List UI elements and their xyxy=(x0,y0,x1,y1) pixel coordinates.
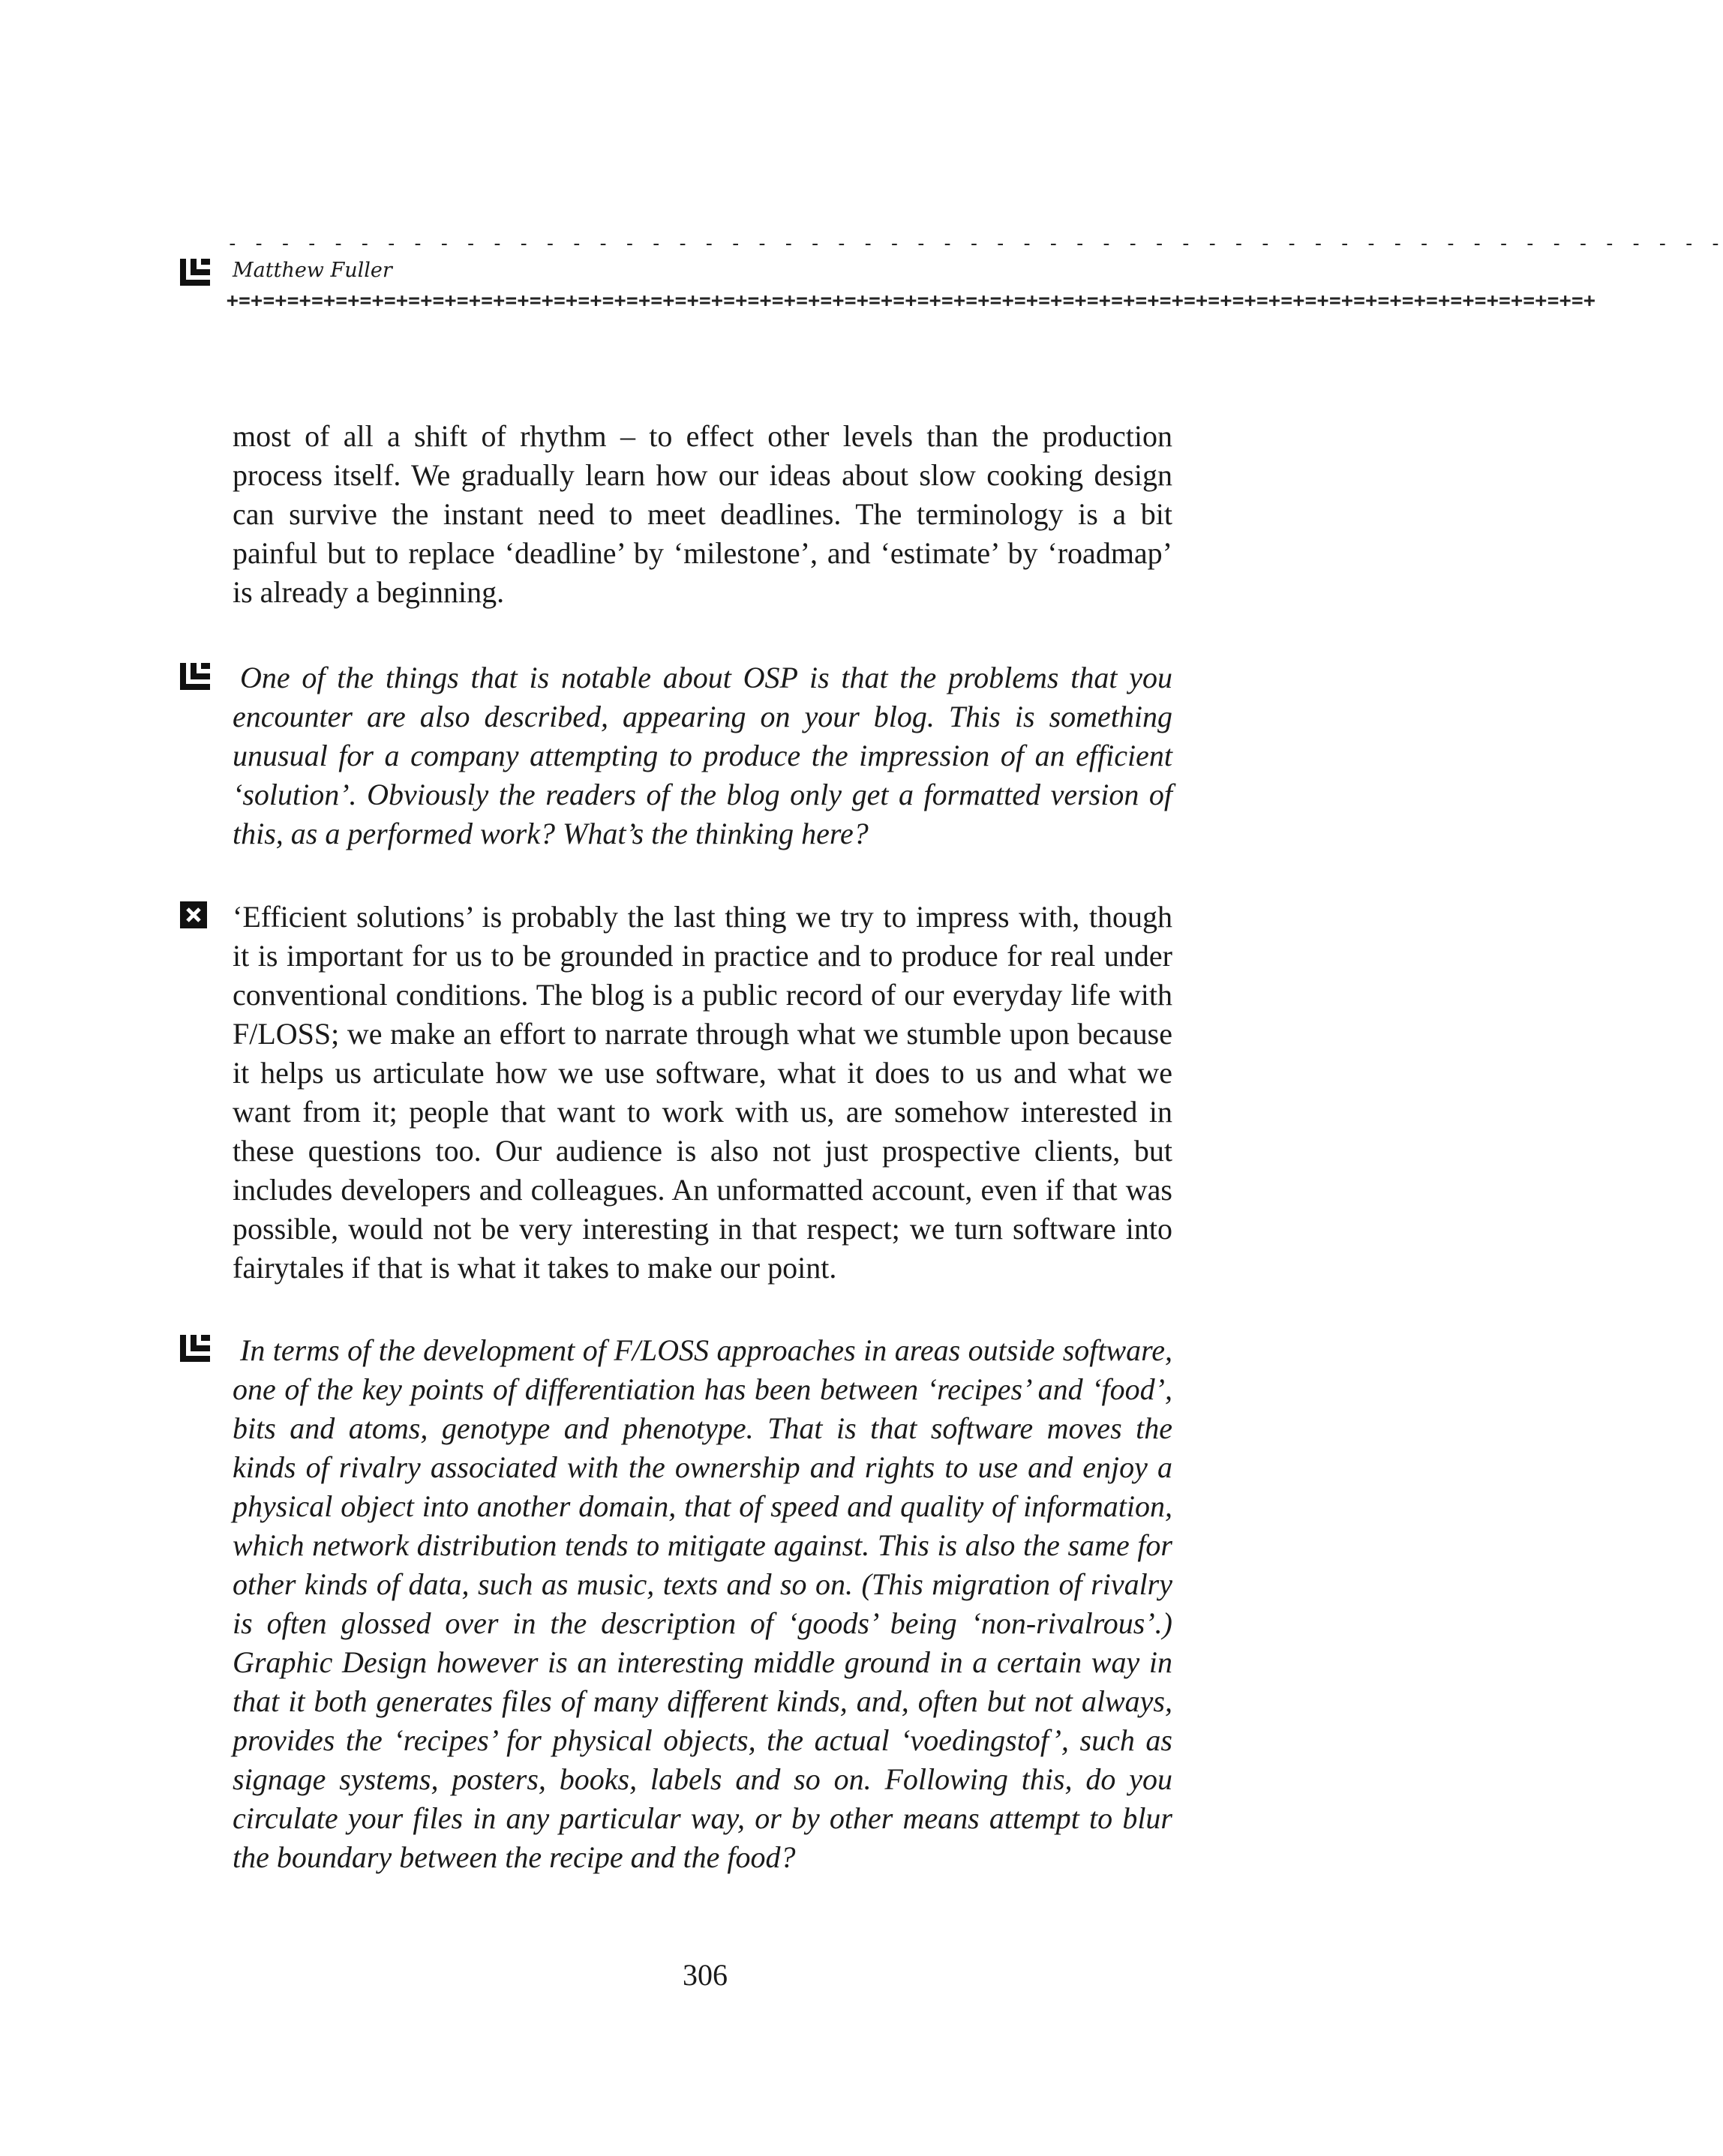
question-marker-icon xyxy=(180,663,210,690)
page-number: 306 xyxy=(683,1958,728,1992)
running-head-author: Matthew Fuller xyxy=(233,259,392,282)
header-rule-bottom: +=+=+=+=+=+=+=+=+=+=+=+=+=+=+=+=+=+=+=+=+=+=+=+=+=+=+=+=+=+=+=+=+=+=+=+=+=+=+=+=+=+=+=+=+=+=+=+=+=+=+=+=+=+=+=+=+ xyxy=(227,289,1596,312)
question-marker-icon xyxy=(180,1335,210,1362)
interview-question-1: One of the things that is notable about OSP is that the problems that you encounter are also described, appearing on your blog. This is something unusual for a company attempting to produce the impression of an efficient ‘solution’. Obviously the readers of the blog only get a formatted version of this, as a performed work? What’s the thinking here? xyxy=(233,661,1172,850)
interview-question-2: In terms of the development of F/LOSS approaches in areas outside software, one of the key points of differentiation has been between ‘recipes’ and ‘food’, bits and atoms, genotype and phenotype. That is that software moves the kinds of rivalry associated with the ownership and rights to use and enjoy a physical object into another domain, that of speed and quality of information, which network distribution tends to mitigate against. This is also the same for other kinds of data, such as music, texts and so on. (This migration of rivalry is often glossed over in the description of ‘goods’ being ‘non-rivalrous’.) Graphic Design however is an interesting middle ground in a certain way in that it both generates files of many different kinds, and, often but not always, provides the ‘recipes’ for physical objects, the actual ‘voedingstof’, such as signage systems, posters, books, labels and so on. Following this, do you circulate your files in any particular way, or by other means attempt to blur the boundary between the recipe and the food? xyxy=(233,1333,1172,1874)
interview-answer-1: ‘Efficient solutions’ is probably the last thing we try to impress with, though it is important for us to be grounded in practice and to produce for real under conventional conditions. The blog is a public record of our everyday life with F/LOSS; we make an effort to narrate through what we stumble upon because it helps us articulate how we use software, what it does to us and what we want from it; people that want to work with us, are somehow interested in these questions too. Our audience is also not just prospective clients, but includes developers and colleagues. An unformatted account, even if that was possible, would not be very interesting in that respect; we turn software into fairytales if that is what it takes to make our point. xyxy=(233,900,1172,1285)
interviewer-bracket-icon xyxy=(180,259,210,286)
body-paragraph-continuation: most of all a shift of rhythm – to effect other levels than the production process itself. We gradually learn how our ideas about slow cooking design can survive the instant need to meet deadlines. The terminology is a bit painful but to replace ‘deadline’ by ‘milestone’, and ‘estimate’ by ‘roadmap’ is already a beginning. xyxy=(233,419,1172,609)
answer-marker-icon xyxy=(180,901,210,928)
header-rule-top: - - - - - - - - - - - - - - - - - - - - - - - - - - - - - - - - - - - - - - - - - - - - - - - - - - - - - - - - - xyxy=(227,232,1723,255)
